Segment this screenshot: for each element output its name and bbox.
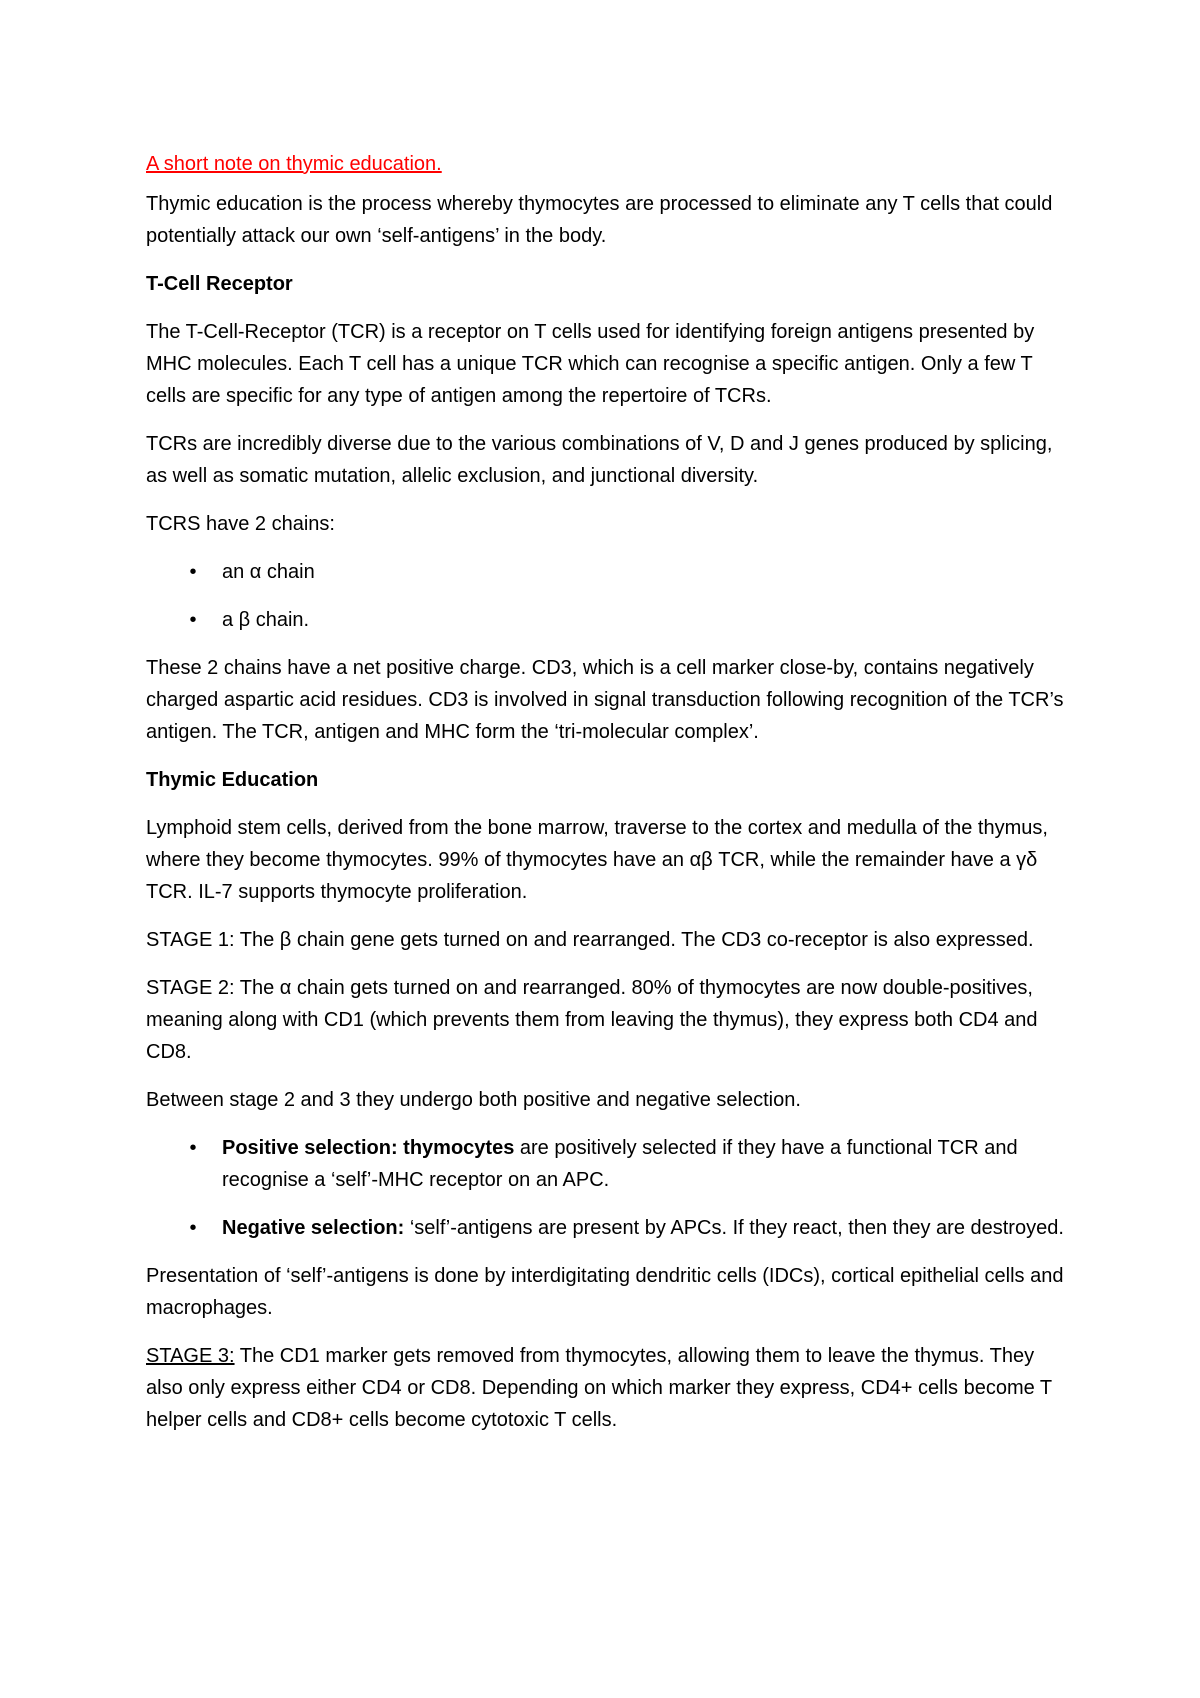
list-item (146, 556, 1066, 588)
presentation-paragraph: Presentation of ‘self’-antigens is done by interdigitating dendritic cells (IDCs), cortical epithelial cells and macrophages. (146, 1265, 1064, 1319)
list-item (146, 604, 1066, 636)
stage-2-paragraph: STAGE 2: The α chain gets turned on and rearranged. 80% of thymocytes are now double-positives, meaning along with CD1 (which prevents them from leaving the thymus), they express both CD4 and CD8. (146, 977, 1038, 1063)
heading-tcr: T-Cell Receptor (146, 273, 293, 295)
stage-3-paragraph (146, 1340, 1066, 1436)
list-item-text: are positively selected if they have a functional TCR and recognise a ‘self’-MHC receptor on an APC. (222, 1137, 1018, 1191)
chains-list (146, 556, 1066, 636)
intro-paragraph: Thymic education is the process whereby thymocytes are processed to eliminate any T cells that could potentially attack our own ‘self-antigens’ in the body. (146, 193, 1053, 247)
list-item-text: an α chain (222, 561, 315, 583)
list-item-text: ‘self’-antigens are present by APCs. If they react, then they are destroyed. (404, 1217, 1064, 1239)
tcr-paragraph-4: These 2 chains have a net positive charge. CD3, which is a cell marker close-by, contains negatively charged aspartic acid residues. CD3 is involved in signal transduction following recognition of the TCR’s antigen. The TCR, antigen and MHC form the ‘tri-molecular complex’. (146, 657, 1064, 743)
tcr-paragraph-3: TCRS have 2 chains: (146, 513, 335, 535)
tcr-paragraph-2: TCRs are incredibly diverse due to the various combinations of V, D and J genes produced by splicing, as well as somatic mutation, allelic exclusion, and junctional diversity. (146, 433, 1053, 487)
stage-3-text: The CD1 marker gets removed from thymocytes, allowing them to leave the thymus. They also only express either CD4 or CD8. Depending on which marker they express, CD4+ cells become T helper cells and CD8+ cells become cytotoxic T cells. (146, 1345, 1052, 1431)
list-item-text: a β chain. (222, 609, 310, 631)
selection-list (146, 1132, 1066, 1244)
heading-thymic-education: Thymic Education (146, 769, 319, 791)
selection-intro-paragraph: Between stage 2 and 3 they undergo both positive and negative selection. (146, 1089, 801, 1111)
bullet-icon: • (189, 561, 197, 583)
list-item-bold-label: Positive selection: thymocytes (222, 1137, 515, 1159)
document-page (146, 148, 1066, 1452)
bullet-icon: • (189, 1217, 197, 1239)
list-item (146, 1132, 1066, 1196)
education-paragraph-1: Lymphoid stem cells, derived from the bone marrow, traverse to the cortex and medulla of the thymus, where they become thymocytes. 99% of thymocytes have an αβ TCR, while the remainder have a γδ TCR. IL-7 supports thymocyte proliferation. (146, 817, 1048, 903)
list-item (146, 1212, 1066, 1244)
document-title: A short note on thymic education. (146, 153, 442, 175)
bullet-icon: • (189, 1137, 197, 1159)
stage-1-paragraph: STAGE 1: The β chain gene gets turned on and rearranged. The CD3 co-receptor is also expressed. (146, 929, 1034, 951)
bullet-icon: • (189, 609, 197, 631)
tcr-paragraph-1: The T-Cell-Receptor (TCR) is a receptor on T cells used for identifying foreign antigens presented by MHC molecules. Each T cell has a unique TCR which can recognise a specific antigen. Only a few T cells are specific for any type of antigen among the repertoire of TCRs. (146, 321, 1035, 407)
stage-3-label: STAGE 3: (146, 1345, 235, 1367)
list-item-bold-label: Negative selection: (222, 1217, 405, 1239)
